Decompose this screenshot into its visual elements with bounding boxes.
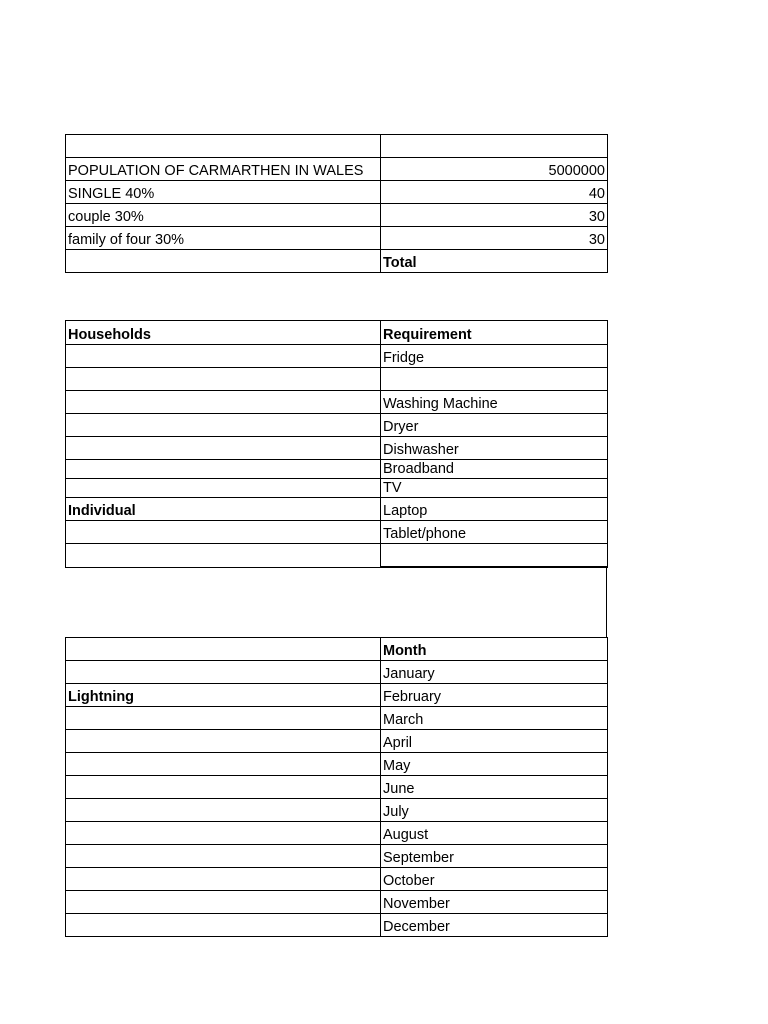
table-row [66, 158, 608, 181]
table-row [66, 776, 608, 799]
month-header-cell[interactable]: Month [381, 638, 608, 661]
month-cell[interactable]: January [381, 661, 608, 684]
table-row [66, 135, 608, 158]
table-row [66, 684, 608, 707]
months-left-cell[interactable] [66, 730, 381, 753]
population-value-cell[interactable]: 40 [381, 181, 608, 204]
households-header-cell[interactable]: Households [66, 321, 381, 345]
requirement-cell[interactable]: Laptop [381, 498, 608, 521]
table-row [66, 498, 608, 521]
requirement-cell[interactable]: Fridge [381, 345, 608, 368]
requirement-cell[interactable]: Dishwasher [381, 437, 608, 460]
table-row [66, 368, 608, 391]
month-cell[interactable]: April [381, 730, 608, 753]
table-row [66, 521, 608, 544]
requirement-cell[interactable]: Tablet/phone [381, 521, 608, 544]
table-row [66, 437, 608, 460]
table-row [66, 250, 608, 273]
month-cell[interactable]: June [381, 776, 608, 799]
table-row [66, 753, 608, 776]
households-table [65, 320, 608, 568]
households-left-cell[interactable] [66, 414, 381, 437]
table-row [66, 544, 608, 568]
months-left-cell[interactable] [66, 822, 381, 845]
cell-border [606, 567, 607, 637]
lightning-label-cell[interactable]: Lightning [66, 684, 381, 707]
households-left-cell[interactable] [66, 391, 381, 414]
month-cell[interactable]: February [381, 684, 608, 707]
table-row [66, 204, 608, 227]
requirement-cell[interactable] [381, 368, 608, 391]
requirement-cell[interactable]: Broadband [381, 460, 608, 479]
table-row [66, 707, 608, 730]
months-left-cell[interactable] [66, 799, 381, 822]
month-cell[interactable]: August [381, 822, 608, 845]
months-table [65, 637, 608, 937]
table-row [66, 868, 608, 891]
table-row [66, 181, 608, 204]
requirement-header-cell[interactable]: Requirement [381, 321, 608, 345]
households-left-cell[interactable] [66, 345, 381, 368]
table-header-row [66, 638, 608, 661]
households-left-cell[interactable] [66, 368, 381, 391]
month-cell[interactable]: May [381, 753, 608, 776]
households-left-cell[interactable] [66, 544, 381, 568]
population-label-cell[interactable]: POPULATION OF CARMARTHEN IN WALES [66, 158, 381, 181]
table-row [66, 391, 608, 414]
table-header-row [66, 321, 608, 345]
population-label-cell[interactable]: SINGLE 40% [66, 181, 381, 204]
months-left-cell[interactable] [66, 868, 381, 891]
table-row [66, 799, 608, 822]
table-row [66, 479, 608, 498]
month-cell[interactable]: March [381, 707, 608, 730]
table-row [66, 730, 608, 753]
table-row [66, 345, 608, 368]
households-left-cell[interactable] [66, 437, 381, 460]
month-cell[interactable]: November [381, 891, 608, 914]
individual-label-cell[interactable]: Individual [66, 498, 381, 521]
months-left-header-cell[interactable] [66, 638, 381, 661]
table-row [66, 822, 608, 845]
table-row [66, 227, 608, 250]
months-left-cell[interactable] [66, 753, 381, 776]
months-left-cell[interactable] [66, 845, 381, 868]
month-cell[interactable]: September [381, 845, 608, 868]
population-value-cell[interactable]: 30 [381, 204, 608, 227]
months-left-cell[interactable] [66, 914, 381, 937]
population-value-cell[interactable] [381, 135, 608, 158]
table-row [66, 914, 608, 937]
cell-border [380, 566, 607, 568]
months-left-cell[interactable] [66, 891, 381, 914]
households-left-cell[interactable] [66, 521, 381, 544]
table-row [66, 414, 608, 437]
population-label-cell[interactable]: family of four 30% [66, 227, 381, 250]
requirement-cell[interactable]: TV [381, 479, 608, 498]
months-left-cell[interactable] [66, 661, 381, 684]
population-table [65, 134, 608, 273]
table-row [66, 661, 608, 684]
months-left-cell[interactable] [66, 707, 381, 730]
requirement-cell[interactable]: Washing Machine [381, 391, 608, 414]
table-row [66, 460, 608, 479]
table-row [66, 845, 608, 868]
table-row [66, 891, 608, 914]
population-value-cell[interactable]: 30 [381, 227, 608, 250]
total-label-cell[interactable]: Total [381, 250, 608, 273]
population-label-cell[interactable]: couple 30% [66, 204, 381, 227]
month-cell[interactable]: July [381, 799, 608, 822]
requirement-cell[interactable] [381, 544, 608, 568]
population-label-cell[interactable] [66, 135, 381, 158]
households-left-cell[interactable] [66, 460, 381, 479]
month-cell[interactable]: October [381, 868, 608, 891]
months-left-cell[interactable] [66, 776, 381, 799]
month-cell[interactable]: December [381, 914, 608, 937]
population-label-cell[interactable] [66, 250, 381, 273]
households-left-cell[interactable] [66, 479, 381, 498]
requirement-cell[interactable]: Dryer [381, 414, 608, 437]
population-value-cell[interactable]: 5000000 [381, 158, 608, 181]
